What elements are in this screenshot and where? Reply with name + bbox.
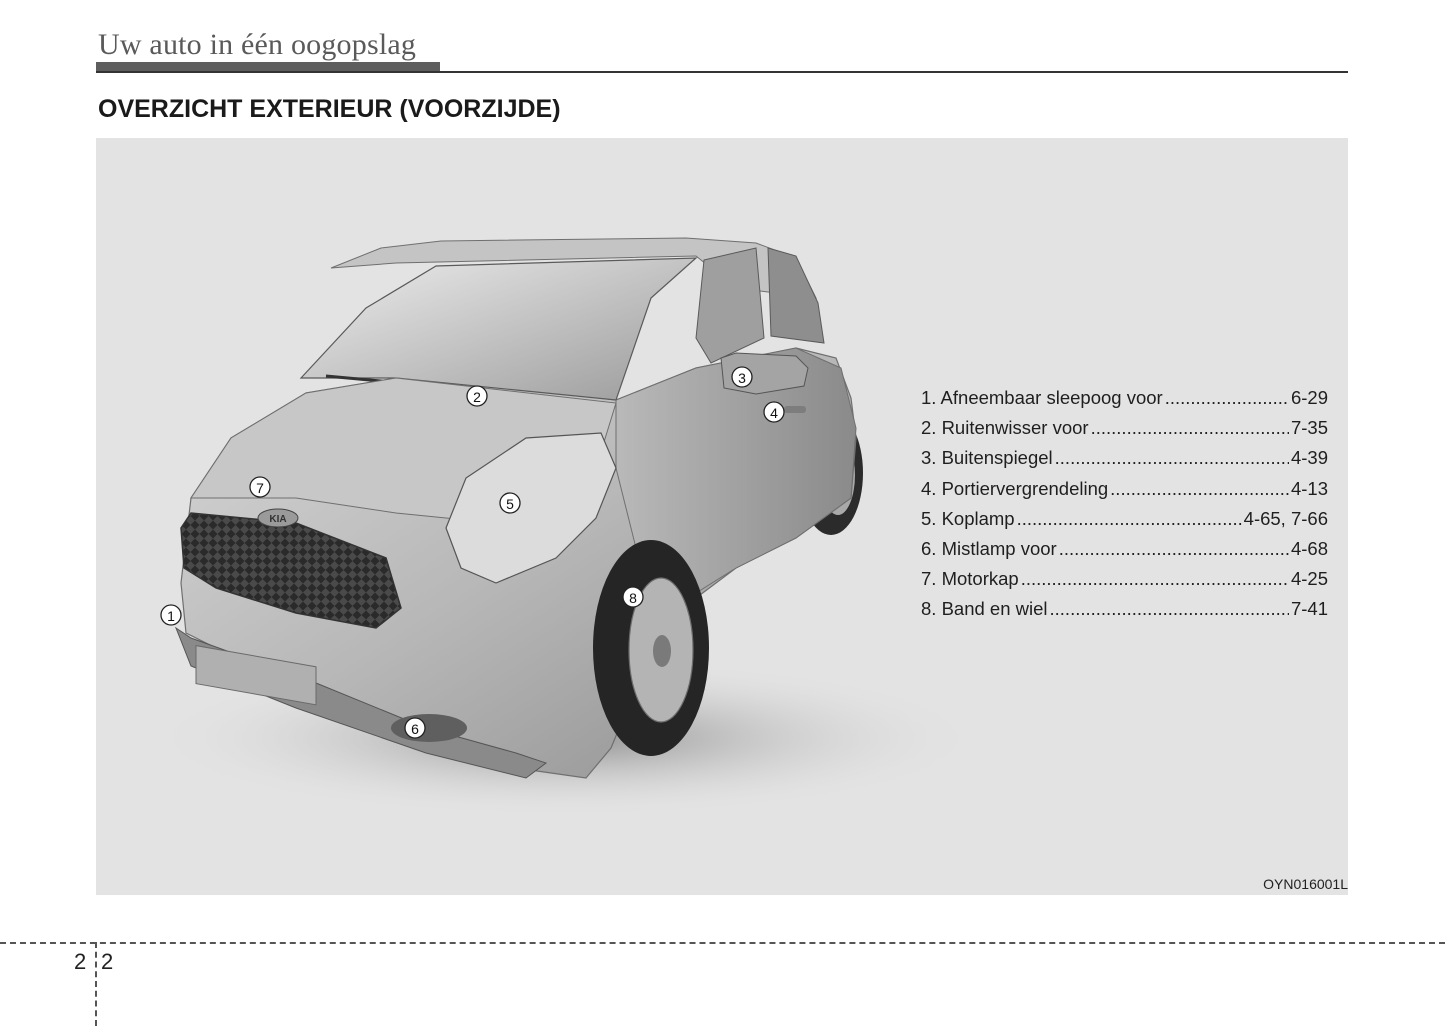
legend-item-page: 4-13 bbox=[1290, 477, 1328, 499]
legend-item bbox=[921, 447, 1328, 477]
legend-item-label: 4. Portiervergrendeling bbox=[921, 477, 1109, 499]
door-handle bbox=[784, 406, 806, 413]
leader-dots bbox=[1021, 568, 1289, 590]
legend-item bbox=[921, 508, 1328, 538]
figure-panel bbox=[96, 138, 1348, 895]
legend-item-label: 2. Ruitenwisser voor bbox=[921, 417, 1089, 439]
legend-item bbox=[921, 598, 1328, 628]
callout-8-label: 8 bbox=[629, 590, 637, 606]
legend-item-page: 4-65, 7-66 bbox=[1243, 507, 1328, 529]
figure-code: OYN016001L bbox=[1263, 876, 1348, 892]
legend-item bbox=[921, 568, 1328, 598]
callout-3 bbox=[732, 367, 752, 387]
callout-1-label: 1 bbox=[167, 608, 175, 624]
legend-item bbox=[921, 478, 1328, 508]
callout-3-label: 3 bbox=[738, 370, 746, 386]
fog-lamp bbox=[391, 714, 467, 742]
legend-item-label: 1. Afneembaar sleepoog voor bbox=[921, 387, 1163, 408]
legend-item bbox=[921, 387, 1328, 417]
legend-item bbox=[921, 417, 1328, 447]
leader-dots bbox=[1017, 508, 1242, 530]
callout-4 bbox=[764, 402, 784, 422]
callout-7 bbox=[250, 477, 270, 497]
legend-item-page: 7-41 bbox=[1290, 598, 1328, 620]
legend-item-page: 4-39 bbox=[1290, 447, 1328, 469]
legend-item-page: 7-35 bbox=[1290, 417, 1328, 439]
leader-dots bbox=[1110, 478, 1289, 500]
leader-dots bbox=[1165, 387, 1289, 409]
leader-dots bbox=[1050, 598, 1289, 620]
callout-8 bbox=[623, 587, 643, 607]
legend-item-label: 3. Buitenspiegel bbox=[921, 447, 1053, 469]
legend-item-page: 4-25 bbox=[1290, 568, 1328, 590]
callout-2-label: 2 bbox=[473, 389, 481, 405]
leader-dots bbox=[1059, 538, 1289, 560]
rear-side-window bbox=[768, 248, 824, 343]
callout-1 bbox=[161, 605, 181, 625]
callout-2 bbox=[467, 386, 487, 406]
kia-logo-text: KIA bbox=[269, 514, 287, 525]
callout-5-label: 5 bbox=[506, 496, 514, 512]
legend-item bbox=[921, 538, 1328, 568]
chapter-title: Uw auto in één oogopslag bbox=[98, 28, 417, 61]
callout-6-label: 6 bbox=[411, 721, 419, 737]
callout-4-label: 4 bbox=[770, 405, 778, 421]
legend-item-page: 6-29 bbox=[1290, 387, 1328, 408]
legend-item-label: 5. Koplamp bbox=[921, 507, 1015, 529]
leader-dots bbox=[1091, 417, 1289, 439]
section-title: OVERZICHT EXTERIEUR (VOORZIJDE) bbox=[98, 95, 561, 123]
header-rule bbox=[96, 71, 1348, 73]
callout-7-label: 7 bbox=[256, 480, 264, 496]
footer-dashed-divider bbox=[95, 942, 97, 1026]
page-number: 2 bbox=[101, 949, 114, 974]
chapter-number: 2 bbox=[74, 949, 87, 974]
callout-6 bbox=[405, 718, 425, 738]
callout-5 bbox=[500, 493, 520, 513]
legend-item-label: 6. Mistlamp voor bbox=[921, 537, 1057, 559]
legend-item-label: 8. Band en wiel bbox=[921, 598, 1048, 620]
legend-item-page: 4-68 bbox=[1290, 537, 1328, 559]
parts-legend bbox=[921, 387, 1328, 629]
legend-item-label: 7. Motorkap bbox=[921, 568, 1019, 590]
footer-dashed-rule bbox=[0, 942, 1445, 944]
front-side-window bbox=[696, 248, 764, 363]
leader-dots bbox=[1055, 447, 1289, 469]
